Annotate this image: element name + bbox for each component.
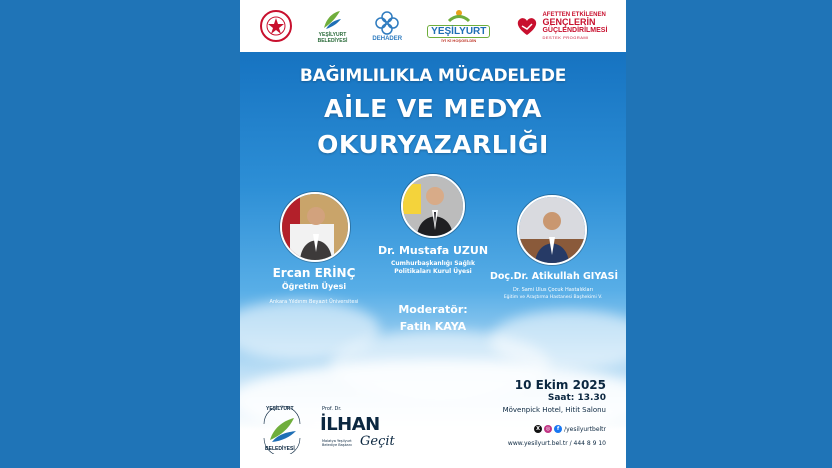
yesilyurt-wordmark: YEŞİLYURT [427, 25, 490, 38]
speaker-right-role-line1: Dr. Sami Ulus Çocuk Hastalıkları [512, 287, 594, 293]
speaker-photo-right [517, 195, 587, 265]
event-date: 10 Ekim 2025 [514, 378, 606, 392]
dehader-name: DEHADER [372, 36, 403, 42]
title-line2: AİLE VE MEDYA [324, 94, 542, 123]
speaker-right-name: Doç.Dr. Atikullah GIYASİ [490, 271, 619, 282]
yesilyurt-slogan: İYİ Kİ HOŞGELDİN [441, 37, 477, 43]
contact-line [508, 440, 606, 447]
moderator-name: Fatih KAYA [399, 320, 467, 333]
afet-line2: GENÇLERİN [542, 17, 596, 27]
ministry-emblem-icon [259, 9, 293, 43]
person-portrait-icon [282, 194, 348, 260]
speaker-left-affiliation: Ankara Yıldırım Beyazıt Üniversitesi [269, 299, 359, 305]
afet-program-logo [515, 12, 607, 40]
speaker-left-role: Öğretim Üyesi [281, 282, 347, 291]
speaker-left-name: Ercan ERİNÇ [272, 266, 356, 280]
footer-belediye-logo [260, 404, 304, 454]
mayor-prefix: Prof. Dr. [322, 406, 342, 412]
event-poster [240, 0, 626, 468]
instagram-icon[interactable]: ◎ [545, 426, 551, 432]
phone-number: 444 8 9 10 [573, 440, 606, 447]
afet-line1: AFETTEN ETKİLENEN [542, 12, 606, 18]
person-portrait-icon [519, 197, 585, 263]
footer-belediye-top: YEŞİLYURT [266, 406, 294, 412]
moderator-label: Moderatör: [398, 303, 468, 316]
x-icon[interactable]: X [534, 425, 542, 433]
title-line3: OKURYAZARLIĞI [317, 130, 549, 159]
speaker-center-name: Dr. Mustafa UZUN [377, 244, 489, 257]
person-figure-icon [447, 9, 471, 25]
social-links [534, 425, 606, 433]
flower-icon [374, 10, 400, 36]
mayor-title: Malatya Yeşilyurt Belediye Başkanı [322, 439, 352, 447]
heart-hands-icon [515, 15, 539, 37]
belediye-name: YEŞİLYURT [318, 32, 347, 38]
logo-bar [240, 0, 626, 52]
afet-line4: DESTEK PROGRAMI [542, 35, 589, 40]
speaker-photo-center [401, 174, 465, 238]
website-link[interactable]: www.yesilyurt.bel.tr [507, 440, 568, 447]
title-line1: BAĞIMLILIKLA MÜCADELEDE [299, 66, 567, 86]
event-time: Saat: 13.30 [547, 393, 606, 403]
afet-line3: GÜÇLENDİRİLMESİ [542, 27, 608, 34]
contact-separator: / [569, 440, 572, 447]
person-portrait-icon [403, 176, 463, 236]
yesilyurt-logo [427, 9, 490, 44]
mayor-last-name: Geçit [360, 434, 395, 449]
facebook-icon[interactable]: f [554, 425, 562, 433]
speaker-photo-left [280, 192, 350, 262]
footer-belediye-bottom: BELEDİYESİ [265, 446, 295, 452]
speaker-right-role-line2: Eğitim ve Araştırma Hastanesi Başhekimi V. [503, 295, 603, 300]
social-handle[interactable]: /yesilyurtbeltr [564, 425, 606, 433]
belediye-sub: BELEDİYESİ [317, 38, 348, 44]
speaker-center-role-line1: Cumhurbaşkanlığı Sağlık [391, 260, 475, 267]
ministry-logo [259, 9, 293, 43]
speaker-center-role-line2: Politikaları Kurul Üyesi [394, 268, 472, 275]
dehader-logo [372, 10, 402, 42]
mayor-signature [316, 404, 426, 460]
belediye-logo [318, 8, 348, 44]
belediye-emblem-icon [321, 8, 343, 32]
mayor-first-name: İLHAN [320, 414, 380, 435]
event-venue: Mövenpick Hotel, Hitit Salonu [502, 406, 606, 414]
